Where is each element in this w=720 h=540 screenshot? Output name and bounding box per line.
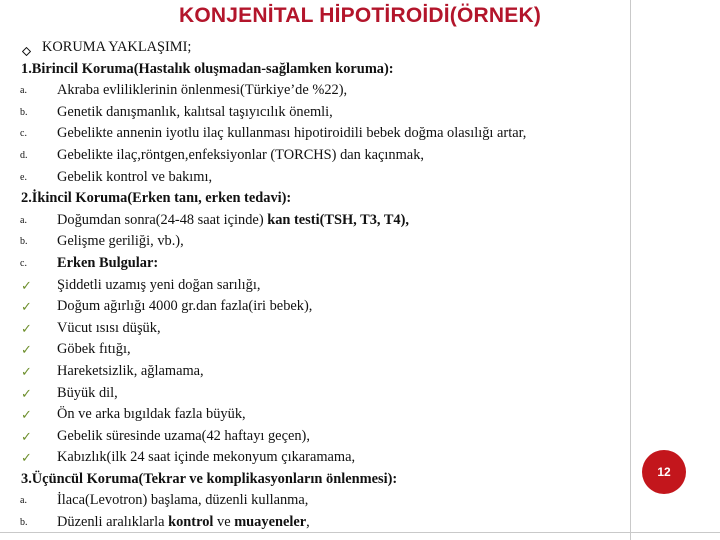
checkmark-icon: ✓ [21, 428, 32, 444]
text-run: , [306, 514, 310, 531]
list-item [0, 447, 625, 469]
text-run: Doğumdan sonra(24-48 saat içinde) [57, 211, 268, 228]
list-item-text [21, 469, 397, 491]
checkmark-icon: ✓ [21, 320, 32, 336]
list-item [0, 123, 625, 145]
list-marker: b. [20, 106, 28, 118]
list-item-text [57, 361, 204, 383]
list-marker: c. [20, 128, 27, 140]
text-run: İlaca(Levotron) başlama, düzenli kullanma, [57, 492, 309, 509]
list-item-text [57, 231, 184, 253]
list-marker: b. [20, 236, 28, 248]
text-run: Gebelikte annenin iyotlu ilaç kullanması hipotiroidili bebek doğma olasılığı artar, [57, 125, 527, 142]
checkmark-icon: ✓ [21, 299, 32, 315]
list-marker: a. [20, 85, 27, 97]
list-item-text [21, 59, 394, 81]
checkmark-icon: ✓ [21, 277, 32, 293]
bold-text: 1.Birincil Koruma(Hastalık oluşmadan-sağlamken koruma): [21, 60, 394, 77]
list-item-text [57, 253, 158, 275]
list-item [0, 275, 625, 297]
text-run: Doğum ağırlığı 4000 gr.dan fazla(iri bebek), [57, 298, 313, 315]
slide-content [0, 37, 625, 534]
list-item [0, 512, 625, 534]
bold-text: muayeneler [234, 514, 307, 531]
list-item-text [57, 512, 310, 534]
list-item [0, 361, 625, 383]
slide-title: KONJENİTAL HİPOTİROİDİ(ÖRNEK) [178, 4, 542, 27]
list-item [0, 37, 625, 59]
list-marker: e. [20, 171, 27, 183]
list-item-text [57, 275, 260, 297]
list-item-text [57, 447, 355, 469]
list-item [0, 80, 625, 102]
bold-text: 2.İkincil Koruma(Erken tanı, erken tedavi): [21, 190, 292, 207]
list-item-text [57, 123, 526, 145]
list-item [0, 339, 625, 361]
text-run: ve [213, 514, 235, 531]
list-item-text [57, 210, 409, 232]
text-run: Kabızlık(ilk 24 saat içinde mekonyum çıkaramama, [57, 449, 356, 466]
bold-text: kan testi(TSH, T3, T4), [267, 211, 410, 228]
list-marker: c. [20, 257, 27, 269]
text-run: Akraba evliliklerinin önlenmesi(Türkiye’de %22), [57, 82, 348, 99]
text-run: Gebelik kontrol ve bakımı, [57, 168, 213, 185]
text-run: Gelişme geriliği, vb.), [57, 233, 184, 250]
list-item [0, 210, 625, 232]
list-item [0, 426, 625, 448]
page-number-badge: 12 [642, 450, 686, 494]
text-run: Vücut ısısı düşük, [57, 319, 161, 336]
list-item-text [57, 490, 308, 512]
list-marker: b. [20, 517, 28, 529]
list-item-text [21, 188, 291, 210]
list-item [0, 490, 625, 512]
text-run: Hareketsizlik, ağlamama, [57, 362, 204, 379]
bold-text: kontrol [168, 514, 214, 531]
list-item [0, 253, 625, 275]
list-item [0, 102, 625, 124]
checkmark-icon: ✓ [21, 450, 32, 466]
text-run: Ön ve arka bıgıldak fazla büyük, [57, 406, 246, 423]
list-item-text [57, 404, 246, 426]
text-run: Gebelik süresinde uzama(42 haftayı geçen), [57, 427, 310, 444]
checkmark-icon: ✓ [21, 363, 32, 379]
diamond-bullet-icon [22, 43, 31, 52]
text-run: Genetik danışmanlık, kalıtsal taşıyıcılık önemli, [57, 103, 333, 120]
text-run: Gebelikte ilaç,röntgen,enfeksiyonlar (TORCHS) dan kaçınmak, [57, 146, 424, 163]
list-marker: a. [20, 214, 27, 226]
text-run: KORUMA YAKLAŞIMI; [42, 39, 192, 55]
text-run: Göbek fıtığı, [57, 341, 131, 358]
checkmark-icon: ✓ [21, 385, 32, 401]
list-item-text [57, 318, 161, 340]
list-item [0, 383, 625, 405]
list-item-text [42, 37, 191, 59]
list-item [0, 231, 625, 253]
section-heading [0, 188, 625, 210]
list-marker: a. [20, 495, 27, 507]
text-run: Düzenli aralıklarla [57, 514, 169, 531]
list-item-text [57, 80, 347, 102]
text-run: Şiddetli uzamış yeni doğan sarılığı, [57, 276, 261, 293]
section-heading [0, 469, 625, 491]
checkmark-icon: ✓ [21, 407, 32, 423]
list-item-text [57, 339, 131, 361]
list-item [0, 296, 625, 318]
checkmark-icon: ✓ [21, 342, 32, 358]
list-item [0, 318, 625, 340]
section-heading [0, 59, 625, 81]
list-marker: d. [20, 149, 28, 161]
list-item-text [57, 383, 118, 405]
list-item [0, 167, 625, 189]
list-item-text [57, 167, 212, 189]
list-item-text [57, 102, 333, 124]
list-item [0, 404, 625, 426]
list-item-text [57, 426, 310, 448]
list-item-text [57, 296, 312, 318]
list-item [0, 145, 625, 167]
text-run: Büyük dil, [57, 384, 118, 401]
bold-text: Erken Bulgular: [57, 254, 159, 271]
slide-frame-right [630, 0, 631, 540]
bold-text: 3.Üçüncül Koruma(Tekrar ve komplikasyonların önlenmesi): [21, 470, 398, 487]
list-item-text [57, 145, 424, 167]
